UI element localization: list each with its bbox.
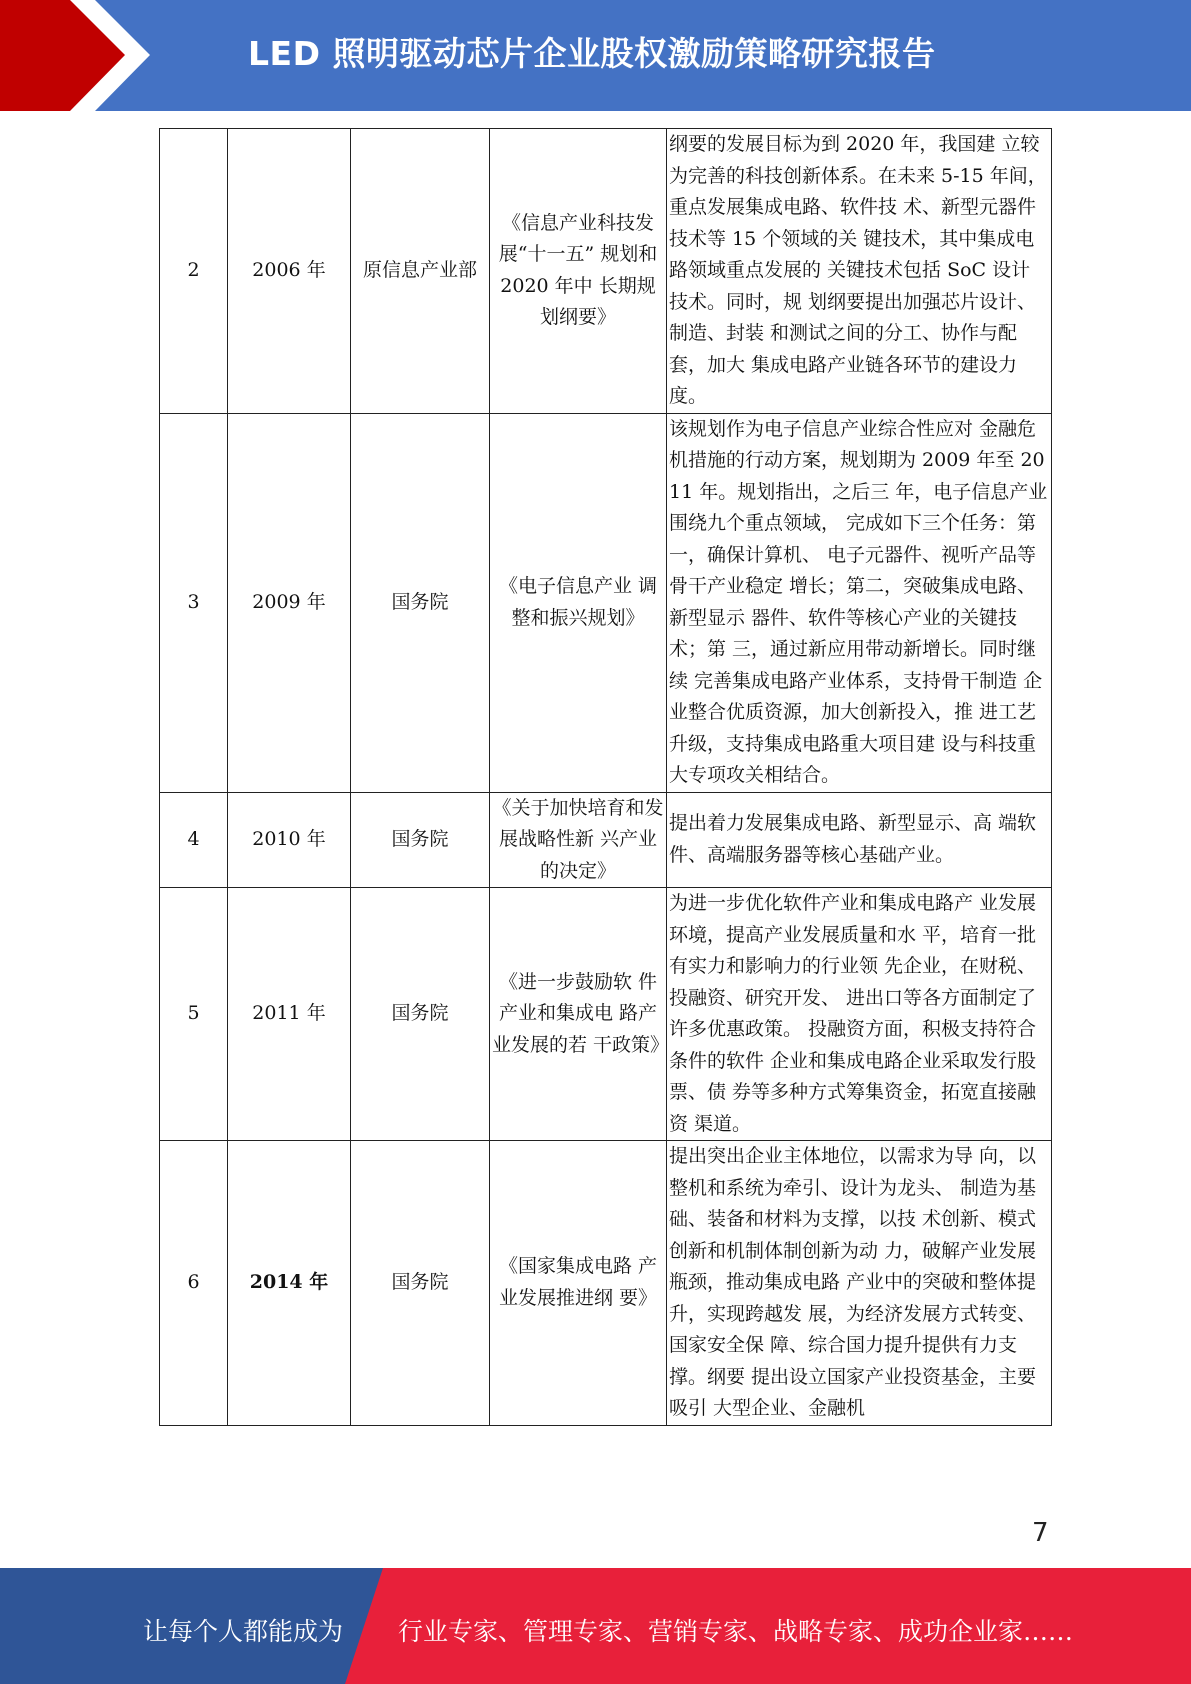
row-year: 2014 年 — [228, 1141, 351, 1426]
table-row — [160, 792, 1052, 888]
row-document: 《关于加快培育和发展战略性新 兴产业的决定》 — [490, 792, 667, 888]
row-description: 提出着力发展集成电路、新型显示、高 端软件、高端服务器等核心基础产业。 — [667, 792, 1052, 888]
row-document: 《进一步鼓励软 件产业和集成电 路产业发展的若 干政策》 — [490, 888, 667, 1141]
report-title: LED 照明驱动芯片企业股权激励策略研究报告 — [248, 34, 936, 73]
footer-slogan-right: 行业专家、管理专家、营销专家、战略专家、成功企业家…… — [398, 1617, 1074, 1646]
table-row — [160, 888, 1052, 1141]
row-year: 2009 年 — [228, 413, 351, 792]
row-department: 原信息产业部 — [351, 129, 490, 414]
page-number: 7 — [1032, 1518, 1049, 1548]
row-number: 3 — [160, 413, 228, 792]
row-number: 2 — [160, 129, 228, 414]
row-department: 国务院 — [351, 888, 490, 1141]
row-description: 纲要的发展目标为到 2020 年，我国建 立较为完善的科技创新体系。在未来 5-15 年间，重点发展集成电路、软件技 术、新型元器件技术等 15 个领域的关 键技术，其中集成电路领域重点发展的 关键技术包括 SoC 设计技术。同时，规 划纲要提出加强芯片设计、制造、封装 和测试之间的分工、协作与配套，加大 集成电路产业链各环节的建设力度。 — [667, 129, 1052, 414]
row-description: 提出突出企业主体地位，以需求为导 向，以整机和系统为牵引、设计为龙头、 制造为基础、装备和材料为支撑，以技 术创新、模式创新和机制体制创新为动 力，破解产业发展瓶颈，推动集成电路 产业中的突破和整体提升，实现跨越发 展，为经济发展方式转变、国家安全保 障、综合国力提升提供有力支撑。纲要 提出设立国家产业投资基金，主要吸引 大型企业、金融机 — [667, 1141, 1052, 1426]
row-department: 国务院 — [351, 792, 490, 888]
row-year: 2010 年 — [228, 792, 351, 888]
table-row — [160, 1141, 1052, 1426]
row-document: 《国家集成电路 产业发展推进纲 要》 — [490, 1141, 667, 1426]
row-number: 4 — [160, 792, 228, 888]
row-number: 6 — [160, 1141, 228, 1426]
policy-table — [159, 128, 1052, 1426]
row-year: 2011 年 — [228, 888, 351, 1141]
row-description: 该规划作为电子信息产业综合性应对 金融危机措施的行动方案，规划期为 2009 年至 2011 年。规划指出，之后三 年，电子信息产业围绕九个重点领域， 完成如下三个任务：第一，确保计算机、 电子元器件、视听产品等骨干产业稳定 增长；第二，突破集成电路、新型显示 器件、软件等核心产业的关键技术；第 三，通过新应用带动新增长。同时继续 完善集成电路产业体系，支持骨干制造 企业整合优质资源，加大创新投入，推 进工艺升级，支持集成电路重大项目建 设与科技重大专项攻关相结合。 — [667, 413, 1052, 792]
table-row — [160, 413, 1052, 792]
row-document: 《电子信息产业 调整和振兴规划》 — [490, 413, 667, 792]
table-row — [160, 129, 1052, 414]
page-footer — [0, 1568, 1191, 1684]
row-department: 国务院 — [351, 413, 490, 792]
row-description: 为进一步优化软件产业和集成电路产 业发展环境，提高产业发展质量和水 平，培育一批有实力和影响力的行业领 先企业，在财税、投融资、研究开发、 进出口等各方面制定了许多优惠政策。 投融资方面，积极支持符合条件的软件 企业和集成电路企业采取发行股票、债 券等多种方式筹集资金，拓宽直接融资 渠道。 — [667, 888, 1052, 1141]
row-year: 2006 年 — [228, 129, 351, 414]
row-number: 5 — [160, 888, 228, 1141]
row-document: 《信息产业科技发展“十一五” 规划和 2020 年中 长期规划纲要》 — [490, 129, 667, 414]
footer-slogan-left: 让每个人都能成为 — [143, 1617, 344, 1646]
row-department: 国务院 — [351, 1141, 490, 1426]
page-header — [0, 0, 1191, 111]
